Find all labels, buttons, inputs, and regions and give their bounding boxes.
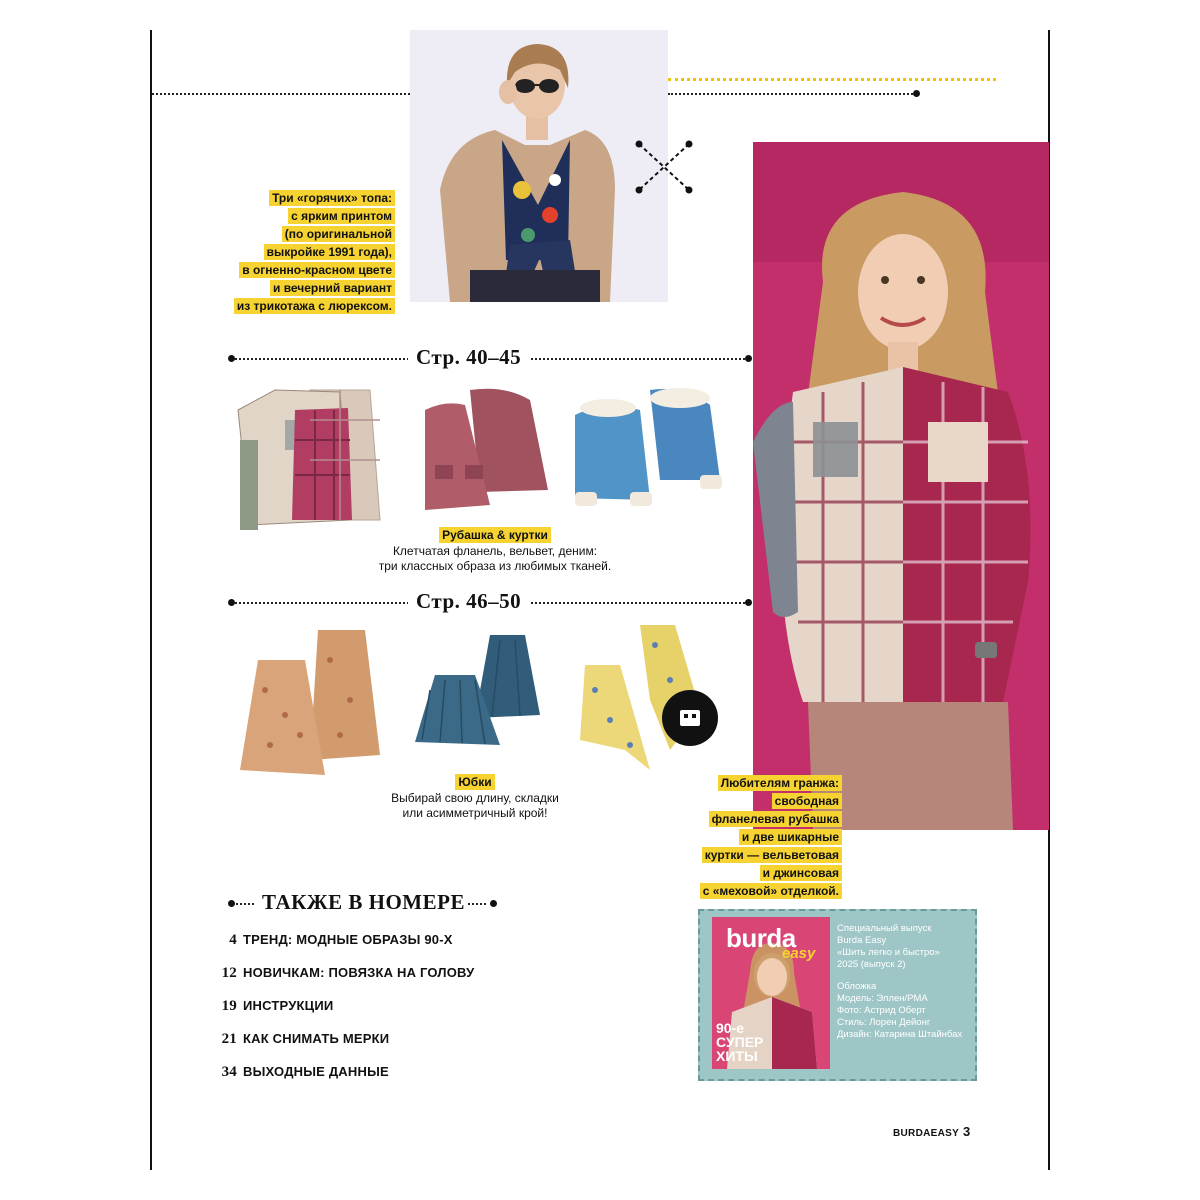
grunge-caption-line: фланелевая рубашка bbox=[709, 811, 842, 827]
page-number: 3 bbox=[963, 1124, 971, 1139]
toc-header bbox=[228, 890, 498, 916]
main-model-photo bbox=[753, 142, 1049, 830]
cover-credit-line: Модель: Эллен/PMA bbox=[837, 993, 928, 1004]
overlock-badge bbox=[662, 690, 718, 746]
footer-brand: BURDAEASY bbox=[893, 1128, 960, 1139]
section1-caption bbox=[345, 527, 645, 574]
toc-item[interactable] bbox=[215, 965, 474, 982]
page-border-left bbox=[150, 30, 152, 1170]
cover-headline: 90-е bbox=[716, 1020, 745, 1036]
toc-item-num: 12 bbox=[221, 965, 237, 981]
yellow-rule bbox=[668, 78, 996, 81]
cover-logo: burda bbox=[726, 923, 796, 953]
rule-dot bbox=[228, 355, 235, 362]
cover-credit-line: Фото: Астрид Оберт bbox=[837, 1005, 926, 1016]
top-model-photo bbox=[410, 30, 668, 302]
top-caption-line: в огненно-красном цвете bbox=[239, 262, 395, 278]
toc-item-label: ТРЕНД: МОДНЫЕ ОБРАЗЫ 90-Х bbox=[243, 932, 453, 947]
grunge-caption-line: свободная bbox=[772, 793, 842, 809]
section1-caption-text: Клетчатая фланель, вельвет, деним: bbox=[392, 544, 598, 558]
page-footer bbox=[893, 1124, 971, 1139]
cover-headline: ХИТЫ bbox=[716, 1048, 758, 1064]
cover-credits-title: Обложка bbox=[837, 981, 877, 992]
section1-caption-text: три классных образа из любимых тканей. bbox=[378, 559, 612, 573]
cover-info-box bbox=[698, 909, 977, 1081]
top-caption-line: с ярким принтом bbox=[288, 208, 395, 224]
issue-info-line: 2025 (выпуск 2) bbox=[837, 959, 906, 970]
grunge-caption-line: куртки — вельветовая bbox=[702, 847, 842, 863]
toc-item[interactable] bbox=[215, 1064, 389, 1081]
toc-item-label: КАК СНИМАТЬ МЕРКИ bbox=[243, 1031, 390, 1046]
rule-dot bbox=[228, 599, 235, 606]
toc-rule-right bbox=[468, 903, 486, 905]
cover-thumbnail bbox=[712, 917, 830, 1069]
rule-dot bbox=[490, 900, 497, 907]
toc-item-num: 34 bbox=[221, 1064, 237, 1080]
issue-info-line: Специальный выпуск bbox=[837, 923, 932, 934]
cover-headline: СУПЕР bbox=[716, 1034, 764, 1050]
issue-info bbox=[837, 923, 971, 971]
top-caption-line: Три «горячих» топа: bbox=[269, 190, 395, 206]
top-caption-line: и вечерний вариант bbox=[270, 280, 395, 296]
rule-dot bbox=[228, 900, 235, 907]
toc-rule-left bbox=[236, 903, 254, 905]
toc-item[interactable] bbox=[215, 932, 453, 949]
toc-item-num: 19 bbox=[221, 998, 237, 1014]
toc-title: ТАКЖЕ В НОМЕРЕ bbox=[262, 890, 465, 914]
top-rule-right bbox=[668, 93, 916, 95]
top-caption bbox=[205, 189, 395, 315]
issue-info-line: «Шить легко и быстро» bbox=[837, 947, 940, 958]
grunge-caption-line: с «меховой» отделкой. bbox=[700, 883, 842, 899]
grunge-caption-line: и джинсовая bbox=[760, 865, 842, 881]
section2-caption bbox=[365, 774, 585, 821]
toc-item[interactable] bbox=[215, 998, 333, 1015]
section2-caption-text: или асимметричный крой! bbox=[402, 806, 548, 820]
section1-title: Стр. 40–45 bbox=[408, 345, 529, 370]
x-stitch-icon bbox=[633, 138, 695, 196]
cover-credit-line: Стиль: Лорен Дейонг bbox=[837, 1017, 931, 1028]
section2-title: Стр. 46–50 bbox=[408, 589, 529, 614]
toc-item[interactable] bbox=[215, 1031, 389, 1048]
top-rule-left bbox=[152, 93, 410, 95]
cover-logo-sub: easy bbox=[782, 945, 816, 962]
grunge-caption-line: Любителям гранжа: bbox=[718, 775, 842, 791]
jackets-illustrations bbox=[230, 380, 750, 530]
top-caption-line: из трикотажа с люрексом. bbox=[234, 298, 395, 314]
sewing-machine-icon bbox=[662, 690, 718, 746]
top-caption-line: (по оригинальной bbox=[282, 226, 395, 242]
grunge-caption-line: и две шикарные bbox=[739, 829, 842, 845]
cover-credits bbox=[837, 981, 971, 1041]
toc-item-num: 21 bbox=[221, 1031, 237, 1047]
issue-info-line: Burda Easy bbox=[837, 935, 887, 946]
rule-dot bbox=[913, 90, 920, 97]
toc-item-label: ИНСТРУКЦИИ bbox=[243, 998, 334, 1013]
section2-caption-label: Юбки bbox=[455, 774, 494, 790]
rule-dot bbox=[745, 355, 752, 362]
toc-item-label: ВЫХОДНЫЕ ДАННЫЕ bbox=[243, 1064, 389, 1079]
toc-item-num: 4 bbox=[229, 932, 237, 948]
grunge-caption bbox=[640, 774, 842, 900]
section2-caption-text: Выбирай свою длину, складки bbox=[391, 791, 559, 805]
toc-item-label: НОВИЧКАМ: ПОВЯЗКА НА ГОЛОВУ bbox=[243, 965, 475, 980]
cover-credit-line: Дизайн: Катарина Штайнбах bbox=[837, 1029, 963, 1040]
section1-caption-label: Рубашка & куртки bbox=[439, 527, 551, 543]
top-caption-line: выкройке 1991 года), bbox=[264, 244, 395, 260]
rule-dot bbox=[745, 599, 752, 606]
